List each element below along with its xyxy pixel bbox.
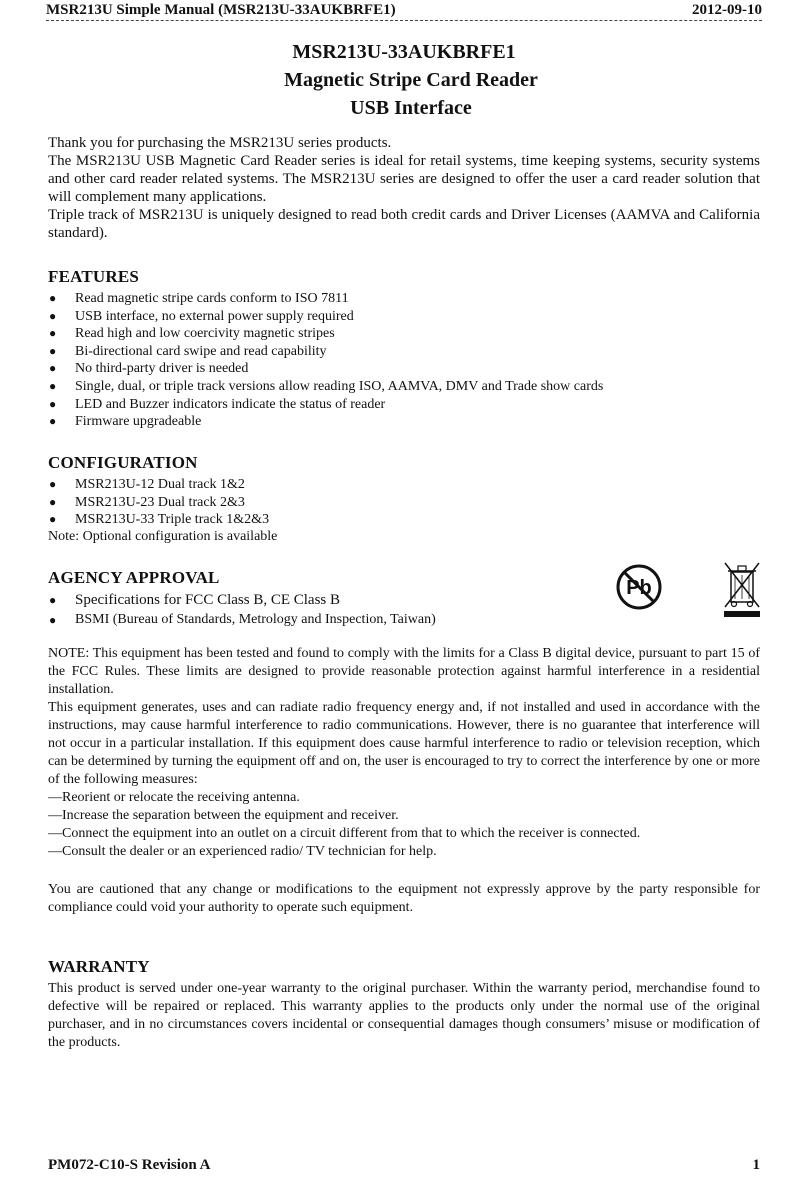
bullet-icon: ●: [49, 477, 57, 491]
fcc-measure: —Consult the dealer or an experienced radio/ TV technician for help.: [48, 844, 437, 859]
bullet-icon: ●: [49, 378, 57, 393]
fcc-measure: —Reorient or relocate the receiving antenna.: [48, 790, 300, 805]
list-item-text: USB interface, no external power supply required: [75, 308, 354, 324]
fcc-measure: —Connect the equipment into an outlet on a circuit different from that to which the receiver is connected.: [48, 826, 641, 841]
list-item-text: MSR213U-33 Triple track 1&2&3: [75, 512, 270, 528]
title-model: MSR213U-33AUKBRFE1: [292, 41, 516, 63]
fcc-notice: [48, 645, 760, 861]
intro-paragraph: Triple track of MSR213U is uniquely designed to read both credit cards and Driver Licenses (AAMVA and California standard).: [48, 207, 760, 241]
list-item-text: Firmware upgradeable: [75, 414, 202, 430]
list-item-text: Bi-directional card swipe and read capability: [75, 343, 327, 359]
list-item: [48, 511, 760, 529]
agency-approval-heading: AGENCY APPROVAL: [48, 568, 220, 587]
bullet-icon: ●: [49, 512, 57, 527]
list-item-text: MSR213U-23 Dual track 2&3: [75, 494, 245, 510]
list-item: [48, 413, 760, 431]
list-item: [48, 325, 760, 343]
bullet-icon: ●: [49, 414, 57, 429]
fcc-paragraph: This equipment generates, uses and can radiate radio frequency energy and, if not installed and used in accordance with the instructions, may cause harmful interference to radio communications. However, there is no guarantee that interference will not occur in a particular installation. If this equipment does cause harmful interference to radio or television reception, which can be determined by turning the equipment off and on, the user is encouraged to try to correct the interference by one or more of the following measures:: [48, 700, 760, 787]
bullet-icon: ●: [49, 593, 57, 607]
intro-paragraph: The MSR213U USB Magnetic Card Reader series is ideal for retail systems, time keeping systems, security systems and other card reader related systems. The MSR213U series are designed to offer the user a card reader solution that will complement many applications.: [48, 153, 760, 205]
list-item-text: MSR213U-12 Dual track 1&2: [75, 477, 245, 492]
warranty-paragraph: This product is served under one-year warranty to the original purchaser. Within the warranty period, merchandise found to defective will be repaired or replaced. This warranty applies to the products only under the normal use of the original purchaser, and in no circumstances covers incidental or consequential damages though consumers’ misuse or modification of the products.: [48, 981, 760, 1050]
list-item-text: Specifications for FCC Class B, CE Class B: [75, 592, 341, 608]
list-item: [48, 343, 760, 361]
header-date: 2012-09-10: [692, 2, 762, 18]
list-item-text: Single, dual, or triple track versions allow reading ISO, AAMVA, DMV and Trade show cards: [75, 378, 604, 394]
features-heading: FEATURES: [48, 267, 140, 286]
list-item: [48, 360, 760, 378]
footer-revision: PM072-C10-S Revision A: [48, 1157, 211, 1173]
configuration-list: [48, 476, 760, 529]
pb-label: Pb: [626, 577, 652, 599]
footer-page-number: 1: [752, 1157, 760, 1173]
list-item: [48, 476, 760, 494]
list-item-text: LED and Buzzer indicators indicate the status of reader: [75, 396, 386, 412]
list-item: [48, 396, 760, 414]
bullet-icon: ●: [49, 494, 57, 509]
bullet-icon: ●: [49, 361, 57, 376]
pb-free-icon: [615, 563, 663, 611]
features-list: [48, 290, 760, 431]
caution-paragraph: You are cautioned that any change or modifications to the equipment not expressly approve by the party responsible for compliance could void your authority to operate such equipment.: [48, 882, 760, 915]
configuration-note: Note: Optional configuration is available: [48, 529, 278, 544]
weee-bin-icon: [722, 560, 762, 618]
list-item-text: BSMI (Bureau of Standards, Metrology and Inspection, Taiwan): [75, 612, 436, 627]
bullet-icon: ●: [49, 343, 57, 358]
list-item-text: Read magnetic stripe cards conform to ISO 7811: [75, 291, 349, 306]
list-item: [48, 378, 760, 396]
list-item: [48, 308, 760, 326]
title-interface: USB Interface: [350, 97, 472, 119]
intro-section: [48, 134, 760, 242]
bullet-icon: ●: [49, 308, 57, 323]
page-footer: [48, 1157, 760, 1174]
title-product: Magnetic Stripe Card Reader: [284, 69, 538, 91]
bullet-icon: ●: [49, 396, 57, 411]
bullet-icon: ●: [49, 613, 57, 627]
warranty-heading: WARRANTY: [48, 957, 150, 976]
list-item-text: No third-party driver is needed: [75, 361, 249, 377]
fcc-measure: —Increase the separation between the equipment and receiver.: [48, 808, 399, 823]
list-item-text: Read high and low coercivity magnetic stripes: [75, 326, 335, 342]
fcc-paragraph: NOTE: This equipment has been tested and found to comply with the limits for a Class B digital device, pursuant to part 15 of the FCC Rules. These limits are designed to provide reasonable protection against harmful interference in a residential installation.: [48, 646, 760, 697]
list-item: [48, 290, 760, 308]
bullet-icon: ●: [49, 326, 57, 341]
document-title: [0, 38, 808, 122]
page-header: [46, 2, 762, 21]
header-document-title: MSR213U Simple Manual (MSR213U-33AUKBRFE1): [46, 2, 396, 18]
intro-paragraph: Thank you for purchasing the MSR213U series products.: [48, 135, 392, 151]
bullet-icon: ●: [49, 291, 57, 305]
list-item: [48, 610, 760, 630]
configuration-heading: CONFIGURATION: [48, 453, 198, 472]
list-item: [48, 494, 760, 512]
